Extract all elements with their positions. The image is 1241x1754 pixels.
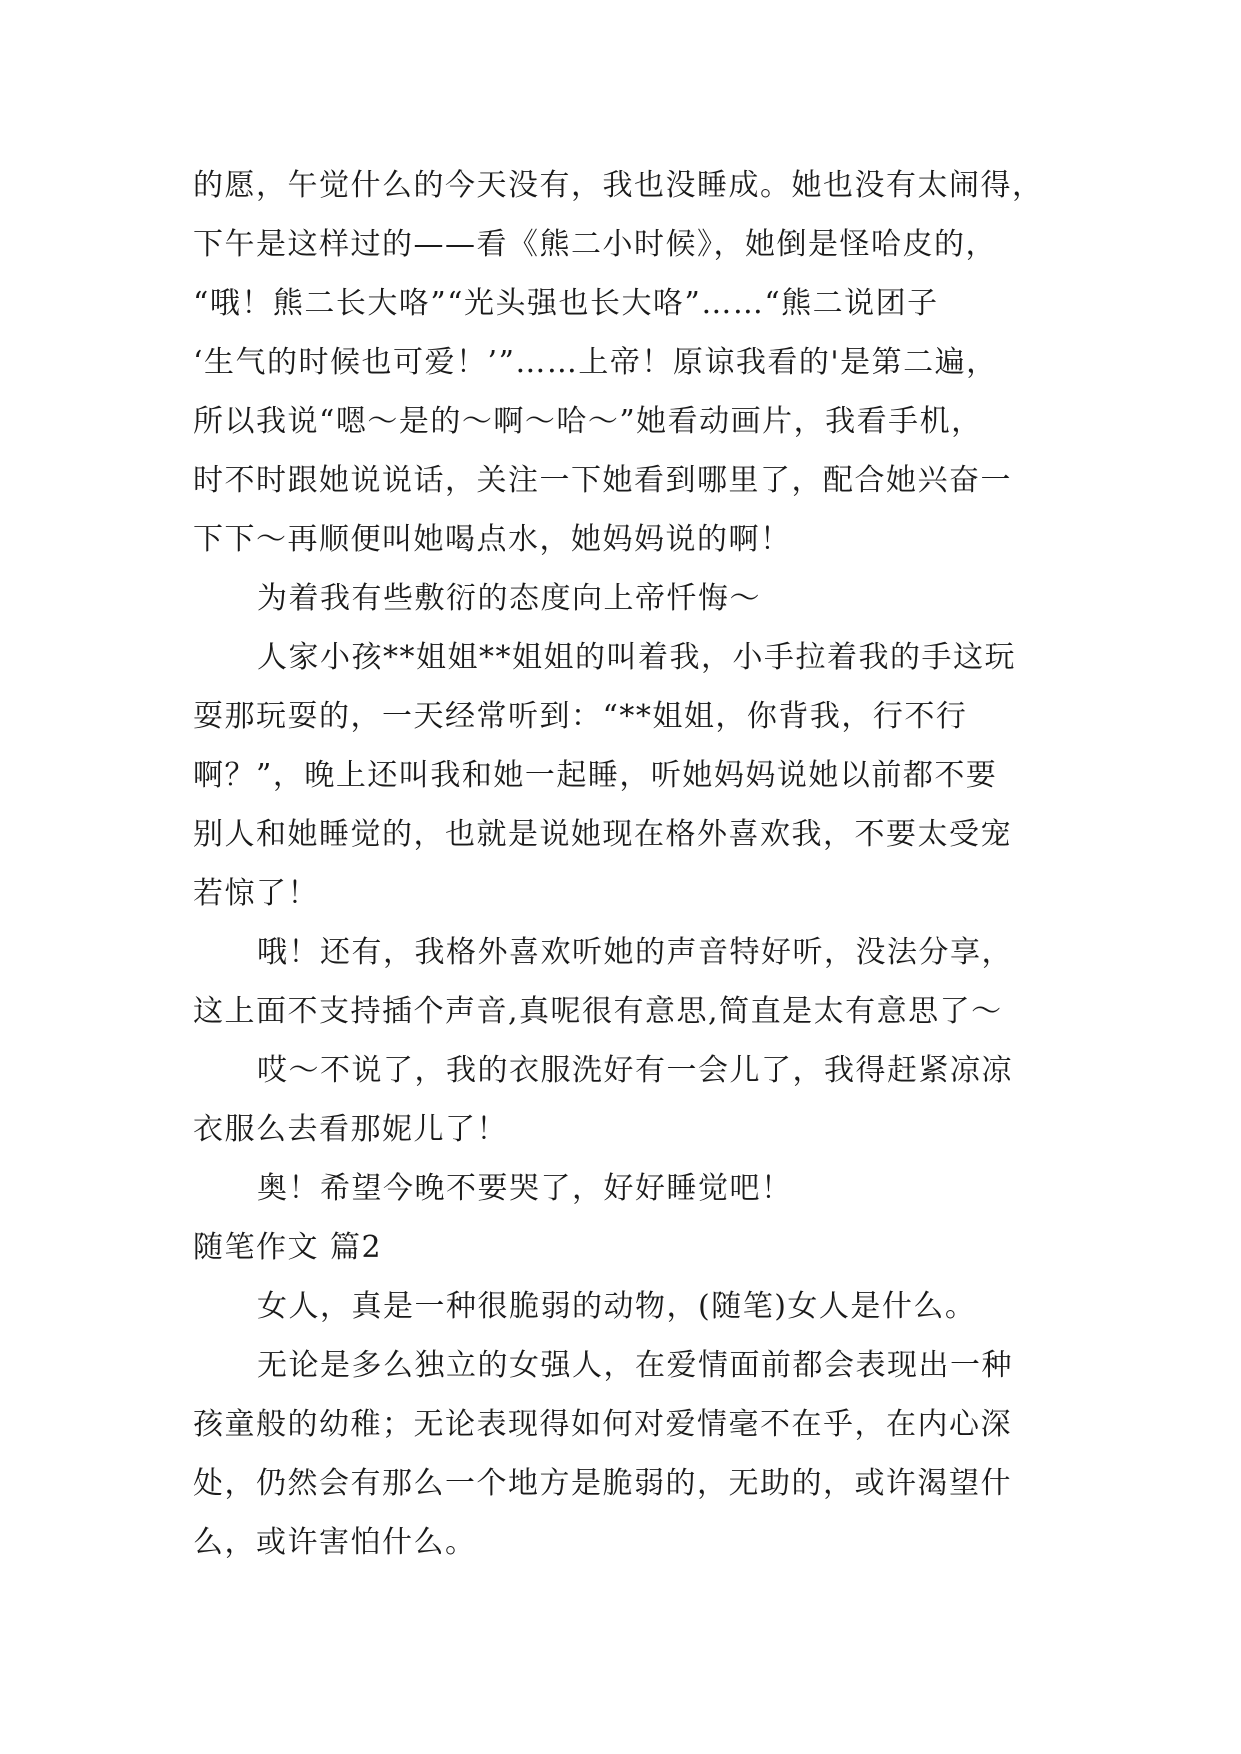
text-line: 女人，真是一种很脆弱的动物，(随笔)女人是什么。 [257,1289,977,1324]
text-line: 为着我有些敷衍的态度向上帝忏悔～ [257,581,761,616]
text-line: ‘生气的时候也可爱！’”……上帝！原谅我看的'是第二遍， [193,345,998,380]
text-line: 哦！还有，我格外喜欢听她的声音特好听，没法分享， [257,935,1013,970]
text-line: 下下～再顺便叫她喝点水，她妈妈说的啊！ [193,522,792,557]
text-line: 奥！希望今晚不要哭了，好好睡觉吧！ [257,1171,793,1206]
text-line: 别人和她睡觉的，也就是说她现在格外喜欢我，不要太受宠 [193,817,1012,852]
text-line: 的愿，午觉什么的今天没有，我也没睡成。她也没有太闹得， [193,168,1044,203]
text-line: 啊？”，晚上还叫我和她一起睡，听她妈妈说她以前都不要 [193,758,998,793]
text-line: 孩童般的幼稚；无论表现得如何对爱情毫不在乎，在内心深 [193,1407,1012,1442]
text-line: 么，或许害怕什么。 [193,1525,477,1560]
text-line: 处，仍然会有那么一个地方是脆弱的，无助的，或许渴望什 [193,1466,1012,1501]
text-line: 衣服么去看那妮儿了！ [193,1112,508,1147]
text-line: 若惊了！ [193,876,319,911]
text-line: 时不时跟她说说话，关注一下她看到哪里了，配合她兴奋一 [193,463,1012,498]
text-line: 下午是这样过的——看《熊二小时候》，她倒是怪哈皮的， [193,227,997,262]
text-line: 人家小孩**姐姐**姐姐的叫着我，小手拉着我的手这玩 [257,640,1016,675]
text-line: 哎～不说了，我的衣服洗好有一会儿了，我得赶紧凉凉 [257,1053,1013,1088]
text-line: 这上面不支持插个声音,真呢很有意思,简直是太有意思了～ [193,994,1003,1029]
text-line: 耍那玩耍的，一天经常听到：“**姐姐，你背我，行不行 [193,699,968,734]
section-heading: 随笔作文 篇2 [193,1230,383,1265]
text-line: 所以我说“嗯～是的～啊～哈～”她看动画片，我看手机， [193,404,983,439]
text-line: 无论是多么独立的女强人，在爱情面前都会表现出一种 [257,1348,1013,1383]
text-line: “哦！熊二长大咯”“光头强也长大咯”……“熊二说团子 [193,286,939,321]
document-body [193,156,1063,1572]
